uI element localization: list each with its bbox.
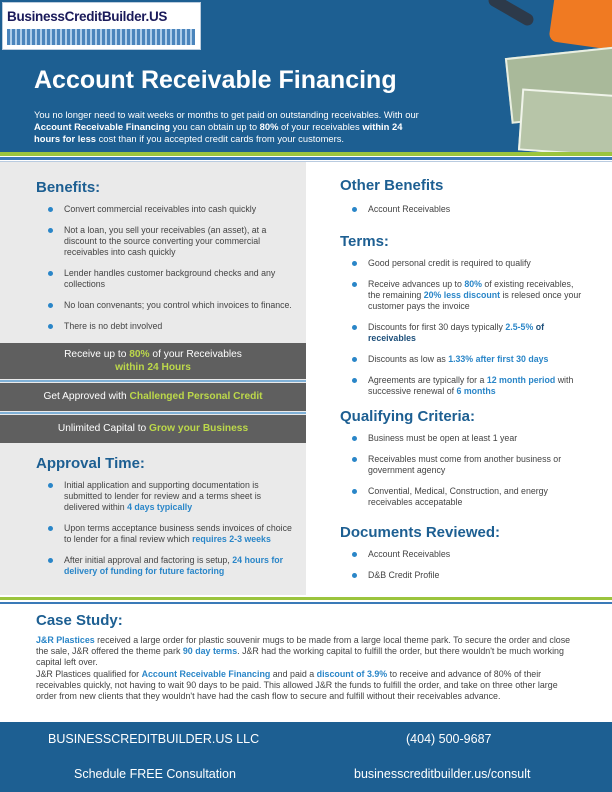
divider: [0, 602, 612, 604]
list-item: Business must be open at least 1 year: [352, 433, 582, 444]
logo-text: BusinessCreditBuilder.US: [7, 9, 168, 24]
calculator-image: [548, 0, 612, 51]
divider: [0, 380, 306, 382]
divider: [0, 152, 612, 156]
header-banner: [0, 0, 612, 152]
pen-image: [486, 0, 535, 28]
list-item: Not a loan, you sell your receivables (an asset), at a discount to the source converting your commercial receivables into cash quickly: [48, 225, 298, 258]
highlight-band-credit: Get Approved with Challenged Personal Credit: [0, 383, 306, 411]
benefits-heading: Benefits:: [36, 179, 101, 196]
consultation-cta[interactable]: Schedule FREE Consultation: [74, 767, 236, 781]
company-name: BUSINESSCREDITBUILDER.US LLC: [48, 732, 260, 746]
list-item: Initial application and supporting documentation is submitted to lender for review and a terms sheet is delivered within 4 days typically: [48, 480, 298, 513]
list-item: Agreements are typically for a 12 month period with successive renewal of 6 months: [352, 375, 582, 397]
other-benefits-heading: Other Benefits: [340, 177, 444, 194]
list-item: D&B Credit Profile: [352, 570, 582, 581]
list-item: No loan convenants; you control which invoices to finance.: [48, 300, 298, 311]
page-title: Account Receivable Financing: [34, 66, 397, 94]
qualifying-list: [352, 433, 582, 518]
logo-graphic: [7, 29, 195, 45]
list-item: Good personal credit is required to qualify: [352, 258, 582, 269]
list-item: There is no debt involved: [48, 321, 298, 332]
list-item: Convential, Medical, Construction, and energy receivables accepatable: [352, 486, 582, 508]
list-item: Account Receivables: [352, 204, 592, 215]
terms-heading: Terms:: [340, 233, 389, 250]
terms-list: [352, 258, 582, 407]
other-benefits-list: [352, 204, 592, 225]
qualifying-heading: Qualifying Criteria:: [340, 408, 476, 425]
divider: [0, 157, 612, 160]
list-item: Discounts as low as 1.33% after first 30 days: [352, 354, 582, 365]
money-image-2: [518, 88, 612, 152]
highlight-band-capital: Unlimited Capital to Grow your Business: [0, 415, 306, 443]
list-item: Account Receivables: [352, 549, 582, 560]
benefits-list: [48, 204, 298, 342]
divider: [0, 597, 612, 600]
case-study-heading: Case Study:: [36, 612, 123, 629]
documents-heading: Documents Reviewed:: [340, 524, 501, 541]
list-item: Convert commercial receivables into cash quickly: [48, 204, 298, 215]
highlight-band-advance: Receive up to 80% of your Receivables within 24 Hours: [0, 343, 306, 379]
list-item: Receivables must come from another business or government agency: [352, 454, 582, 476]
list-item: Discounts for first 30 days typically 2.5-5% of receivables: [352, 322, 582, 344]
approval-list: [48, 480, 298, 587]
list-item: Upon terms acceptance business sends invoices of choice to lender for a final review which requires 2-3 weeks: [48, 523, 298, 545]
brand-logo[interactable]: [2, 2, 201, 50]
footer: [0, 722, 612, 792]
divider: [0, 412, 306, 414]
documents-list: [352, 549, 582, 591]
consult-url-link[interactable]: businesscreditbuilder.us/consult: [354, 767, 531, 781]
intro-text: You no longer need to wait weeks or months to get paid on outstanding receivables. With our Account Receivable Financing you can obtain up to 80% of your receivables within 24 hours for less cost than if you accepted credit cards from your customers.: [34, 109, 419, 144]
list-item: Lender handles customer background checks and any collections: [48, 268, 298, 290]
list-item: After initial approval and factoring is setup, 24 hours for delivery of funding for future factoring: [48, 555, 298, 577]
case-study-text: J&R Plastices received a large order for plastic souvenir mugs to be made from a large local theme park. To secure the order and close the sale, J&R offered the theme park 90 day terms. J&R had the working capital to fulfill the order, but there wouldn't be much working capital left over. J&R Plastices qualified for Account Receivable Financing and paid a discount of 3.9% to receive and advance of 80% of their receivables quickly, not having to wait 90 days to be paid. This allowed J&R the funds to fulfill the order, and take on three other large order from new clients that they wouldn't have had the cash flow to secure and fulfill without their receivables advance.: [36, 635, 571, 702]
list-item: Receive advances up to 80% of existing receivables, the remaining 20% less discount is relesed once your customer pays the invoice: [352, 279, 582, 312]
approval-heading: Approval Time:: [36, 455, 145, 472]
phone-link[interactable]: (404) 500-9687: [406, 732, 492, 746]
